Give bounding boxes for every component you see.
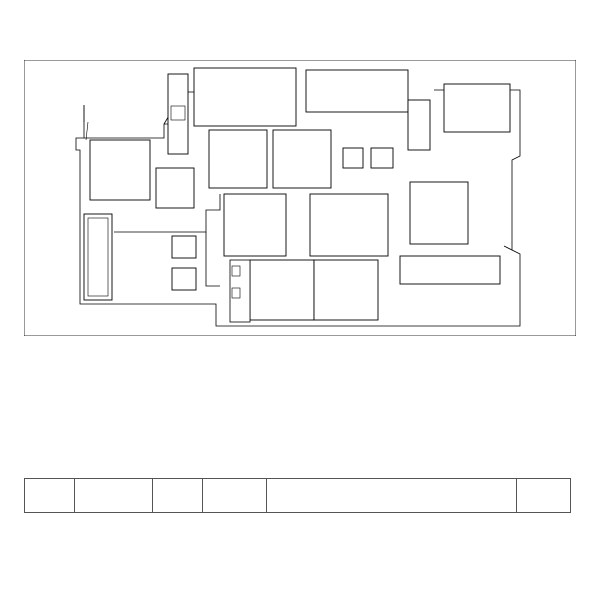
col-wire (203, 479, 267, 513)
relay-H (250, 260, 314, 320)
fuse-table (24, 478, 571, 513)
relay-G (314, 260, 378, 320)
relay-N (273, 130, 331, 188)
relay-J (172, 236, 196, 258)
table-header-row (25, 479, 571, 513)
col-part (267, 479, 517, 513)
col-circuit (153, 479, 203, 513)
relay-block-top (194, 68, 296, 126)
fuse-box-diagram (24, 60, 576, 336)
col-slot (25, 479, 75, 513)
relay-I (209, 130, 267, 188)
relay-M (371, 148, 393, 168)
col-rating (517, 479, 571, 513)
relay-K (343, 148, 363, 168)
relay-L (156, 168, 194, 208)
col-fuse (75, 479, 153, 513)
relay-O (172, 268, 196, 290)
relay-R (90, 140, 150, 200)
relay-P (410, 182, 468, 244)
relay-Q (444, 84, 510, 132)
module-caption (26, 410, 54, 418)
